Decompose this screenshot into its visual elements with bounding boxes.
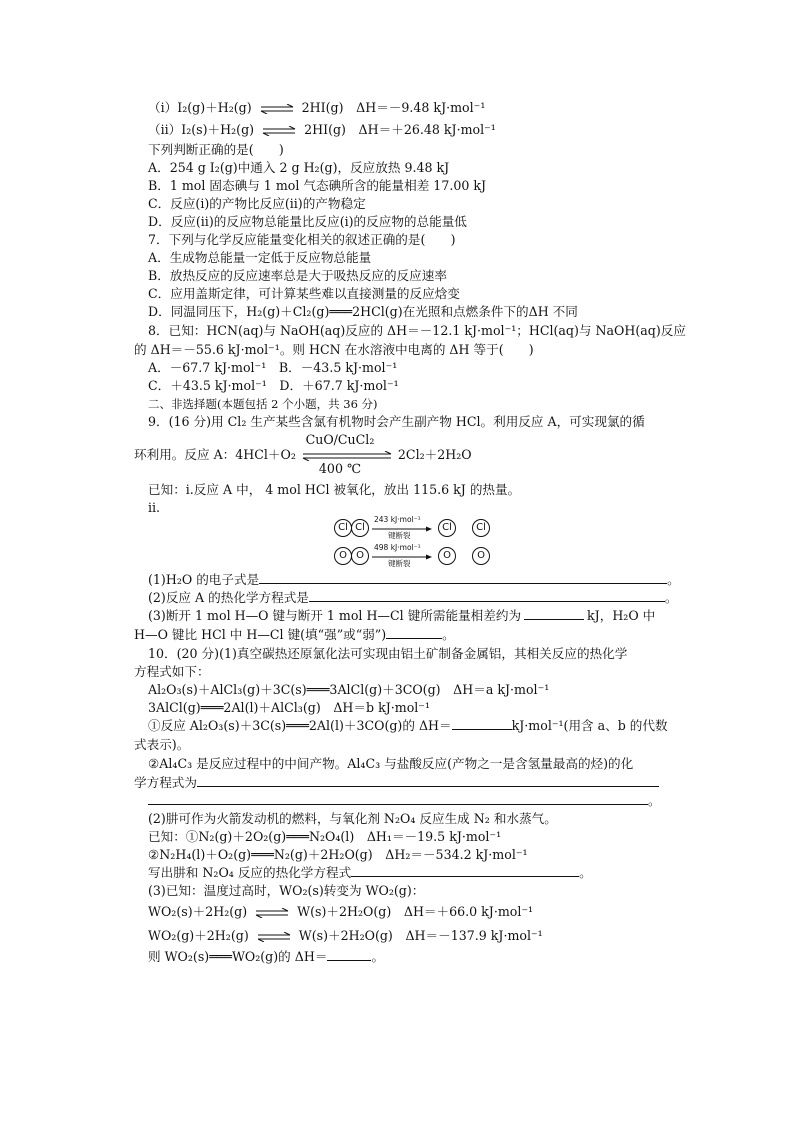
- q10-sub-2-line2: [148, 792, 661, 810]
- q9-part-2-text: (2)反应 A 的热化学方程式是: [148, 590, 309, 605]
- answer-blank[interactable]: [452, 717, 512, 730]
- answer-blank[interactable]: [524, 607, 584, 620]
- q10-known-1: 已知：①N₂(g)＋2O₂(g)═══N₂O₄(l) ΔH₁＝－19.5 kJ·mol⁻¹: [148, 829, 502, 844]
- q9-part-3-text-c: H—O 键比 HCl 中 H—Cl 键(填“强”或“弱”): [134, 627, 387, 642]
- o-atom: O: [472, 547, 490, 565]
- q10-sub-1-text-b: kJ·mol⁻¹(用含 a、b 的代数: [511, 718, 668, 733]
- q10-part-3: (3)已知：温度过高时，WO₂(s)转变为 WO₂(g)：: [148, 883, 425, 898]
- q9-part-2: [148, 589, 677, 607]
- cl-atom: Cl: [334, 519, 352, 537]
- w-equation-1-reactants: WO₂(s)＋2H₂(g): [148, 904, 248, 919]
- q10-stem-2: 方程式如下：: [134, 664, 210, 679]
- q7-option-a: A．生成物总能量一定低于反应物总能量: [148, 250, 372, 265]
- q8-stem-1: 8．已知：HCN(aq)与 NaOH(aq)反应的 ΔH＝－12.1 kJ·mol⁻¹；HCl(aq)与 NaOH(aq)反应: [148, 323, 686, 338]
- answer-blank[interactable]: [148, 792, 648, 805]
- q9-part-1-text: (1)H₂O 的电子式是: [148, 572, 260, 587]
- q9-part-3-text: (3)断开 1 mol H—O 键与断开 1 mol H—Cl 键所需能量相差约为: [148, 608, 522, 623]
- reaction-a-condition-top: CuO/CuCl₂: [305, 432, 375, 447]
- period: 。: [664, 590, 678, 605]
- o-atom: O: [438, 547, 456, 565]
- q6-option-b: B．1 mol 固态碘与 1 mol 气态碘所含的能量相差 17.00 kJ: [148, 178, 487, 193]
- answer-blank[interactable]: [386, 626, 442, 639]
- equilibrium-arrow-icon: [262, 126, 296, 136]
- q8-stem-2: 的 ΔH＝－55.6 kJ·mol⁻¹。则 HCN 在水溶液中电离的 ΔH 等于( ): [134, 342, 534, 357]
- period: 。: [442, 627, 455, 642]
- bond-break-label: 键断裂: [388, 531, 411, 540]
- q10-last: [148, 948, 384, 966]
- period: 。: [371, 949, 385, 964]
- q9-part-3a: [148, 607, 655, 625]
- w-equation-1-products: W(s)＋2H₂O(g) ΔH＝＋66.0 kJ·mol⁻¹: [297, 904, 534, 919]
- q6-stem: 下列判断正确的是( ): [148, 142, 284, 157]
- q9-part-1: [148, 571, 680, 589]
- q9-known-ii: ⅱ.: [148, 500, 161, 515]
- q10-w-equation-2: [148, 927, 543, 945]
- period: 。: [579, 865, 592, 880]
- q6-option-d: D．反应(ⅱ)的反应物总能量比反应(ⅰ)的反应物的总能量低: [148, 214, 467, 229]
- q9-part-3b: [134, 626, 455, 644]
- reaction-ii: [148, 121, 496, 139]
- q10-sub-1-cont: 式表示)。: [134, 737, 190, 752]
- reaction-ii-reactants: （ⅱ）I₂(s)＋H₂(g): [148, 122, 255, 137]
- q8-options-ab: A．－67.7 kJ·mol⁻¹ B．－43.5 kJ·mol⁻¹: [148, 360, 398, 375]
- part-two-heading: 二、非选择题(本题包括 2 个小题，共 36 分): [148, 397, 378, 411]
- q6-option-a: A．254 g I₂(g)中通入 2 g H₂(g)，反应放热 9.48 kJ: [148, 160, 450, 175]
- q9-part-3-text-b: kJ，H₂O 中: [587, 608, 656, 623]
- q7-option-d: D．同温同压下，H₂(g)＋Cl₂(g)═══2HCl(g)在光照和点燃条件下的ΔH 不同: [148, 304, 578, 319]
- cl-atom: Cl: [472, 519, 490, 537]
- q10-equation-2: 3AlCl(g)═══2Al(l)＋AlCl₃(g) ΔH＝b kJ·mol⁻¹: [148, 700, 431, 715]
- o-atom: O: [334, 547, 352, 565]
- q10-last-text: 则 WO₂(s)═══WO₂(g)的 ΔH＝: [148, 949, 328, 964]
- cl-atom: Cl: [351, 519, 369, 537]
- equilibrium-arrow-icon: [260, 104, 294, 114]
- answer-blank[interactable]: [309, 589, 665, 602]
- q6-option-c: C．反应(ⅰ)的产物比反应(ⅱ)的产物稳定: [148, 196, 366, 211]
- reaction-i-reactants: （ⅰ）I₂(g)＋H₂(g): [148, 100, 252, 115]
- q9-stem-1: 9．(16 分)用 Cl₂ 生产某些含氯有机物时会产生副产物 HCl。利用反应 A，可实现氯的循: [148, 414, 645, 429]
- cl-bond-diagram: [334, 517, 494, 539]
- reaction-i-products: 2HI(g) ΔH＝－9.48 kJ·mol⁻¹: [301, 100, 486, 115]
- answer-blank[interactable]: [197, 774, 659, 787]
- equilibrium-arrow-icon: [257, 932, 291, 942]
- q7-option-c: C．应用盖斯定律，可计算某些难以直接测量的反应焓变: [148, 286, 460, 301]
- q10-write: [148, 864, 592, 882]
- equilibrium-arrow-icon: [255, 908, 289, 918]
- q10-sub-2-text: 学方程式为: [134, 775, 197, 790]
- reaction-a-products: 2Cl₂＋2H₂O: [397, 447, 472, 462]
- reaction-a-condition-bottom: 400 ℃: [318, 461, 362, 476]
- cl-bond-energy-label: 243 kJ·mol⁻¹: [374, 515, 421, 524]
- q10-part-2: (2)肼可作为火箭发动机的燃料，与氧化剂 N₂O₄ 反应生成 N₂ 和水蒸气。: [148, 811, 557, 826]
- q7-stem: 7．下列与化学反应能量变化相关的叙述正确的是( ): [148, 232, 456, 247]
- w-equation-2-reactants: WO₂(g)＋2H₂(g): [148, 928, 249, 943]
- equilibrium-arrow-icon: [302, 451, 392, 461]
- q7-option-b: B．放热反应的反应速率总是大于吸热反应的反应速率: [148, 268, 447, 283]
- reaction-a-reactants: 环利用。反应 A：4HCl＋O₂: [134, 447, 296, 462]
- q10-sub-1-text: ①反应 Al₂O₃(s)＋3C(s)═══2Al(l)＋3CO(g)的 ΔH＝: [148, 718, 452, 733]
- period: 。: [667, 572, 680, 587]
- q10-w-equation-1: [148, 903, 533, 921]
- q9-known-i: 已知：ⅰ.反应 A 中， 4 mol HCl 被氧化，放出 115.6 kJ 的热量。: [148, 482, 521, 497]
- q10-sub-2: ②Al₄C₃ 是反应过程中的中间产物。Al₄C₃ 与盐酸反应(产物之一是含氢量最高的烃)的化: [148, 756, 634, 771]
- q10-equation-1: Al₂O₃(s)＋AlCl₃(g)＋3C(s)═══3AlCl(g)＋3CO(g) ΔH＝a kJ·mol⁻¹: [148, 682, 550, 697]
- cl-atom: Cl: [438, 519, 456, 537]
- q10-known-2: ②N₂H₄(l)＋O₂(g)═══N₂(g)＋2H₂O(g) ΔH₂＝－534.2 kJ·mol⁻¹: [148, 847, 528, 862]
- o-atom: O: [351, 547, 369, 565]
- reaction-ii-products: 2HI(g) ΔH＝＋26.48 kJ·mol⁻¹: [304, 122, 496, 137]
- answer-blank[interactable]: [259, 571, 667, 584]
- answer-blank[interactable]: [351, 864, 579, 877]
- o-bond-energy-label: 498 kJ·mol⁻¹: [374, 543, 421, 552]
- q10-stem-1: 10．(20 分)(1)真空碳热还原氯化法可实现由铝土矿制备金属铝，其相关反应的热化学: [148, 646, 628, 661]
- o-bond-diagram: [334, 545, 494, 567]
- q10-write-text: 写出肼和 N₂O₄ 反应的热化学方程式: [148, 865, 352, 880]
- period: 。: [648, 793, 661, 808]
- answer-blank[interactable]: [327, 948, 371, 961]
- reaction-i: [148, 99, 485, 117]
- w-equation-2-products: W(s)＋2H₂O(g) ΔH＝－137.9 kJ·mol⁻¹: [298, 928, 543, 943]
- q10-sub-1: [148, 717, 668, 735]
- bond-break-label: 键断裂: [388, 559, 411, 568]
- q8-options-cd: C．＋43.5 kJ·mol⁻¹ D．＋67.7 kJ·mol⁻¹: [148, 378, 399, 393]
- q10-sub-2-cont: [134, 774, 659, 792]
